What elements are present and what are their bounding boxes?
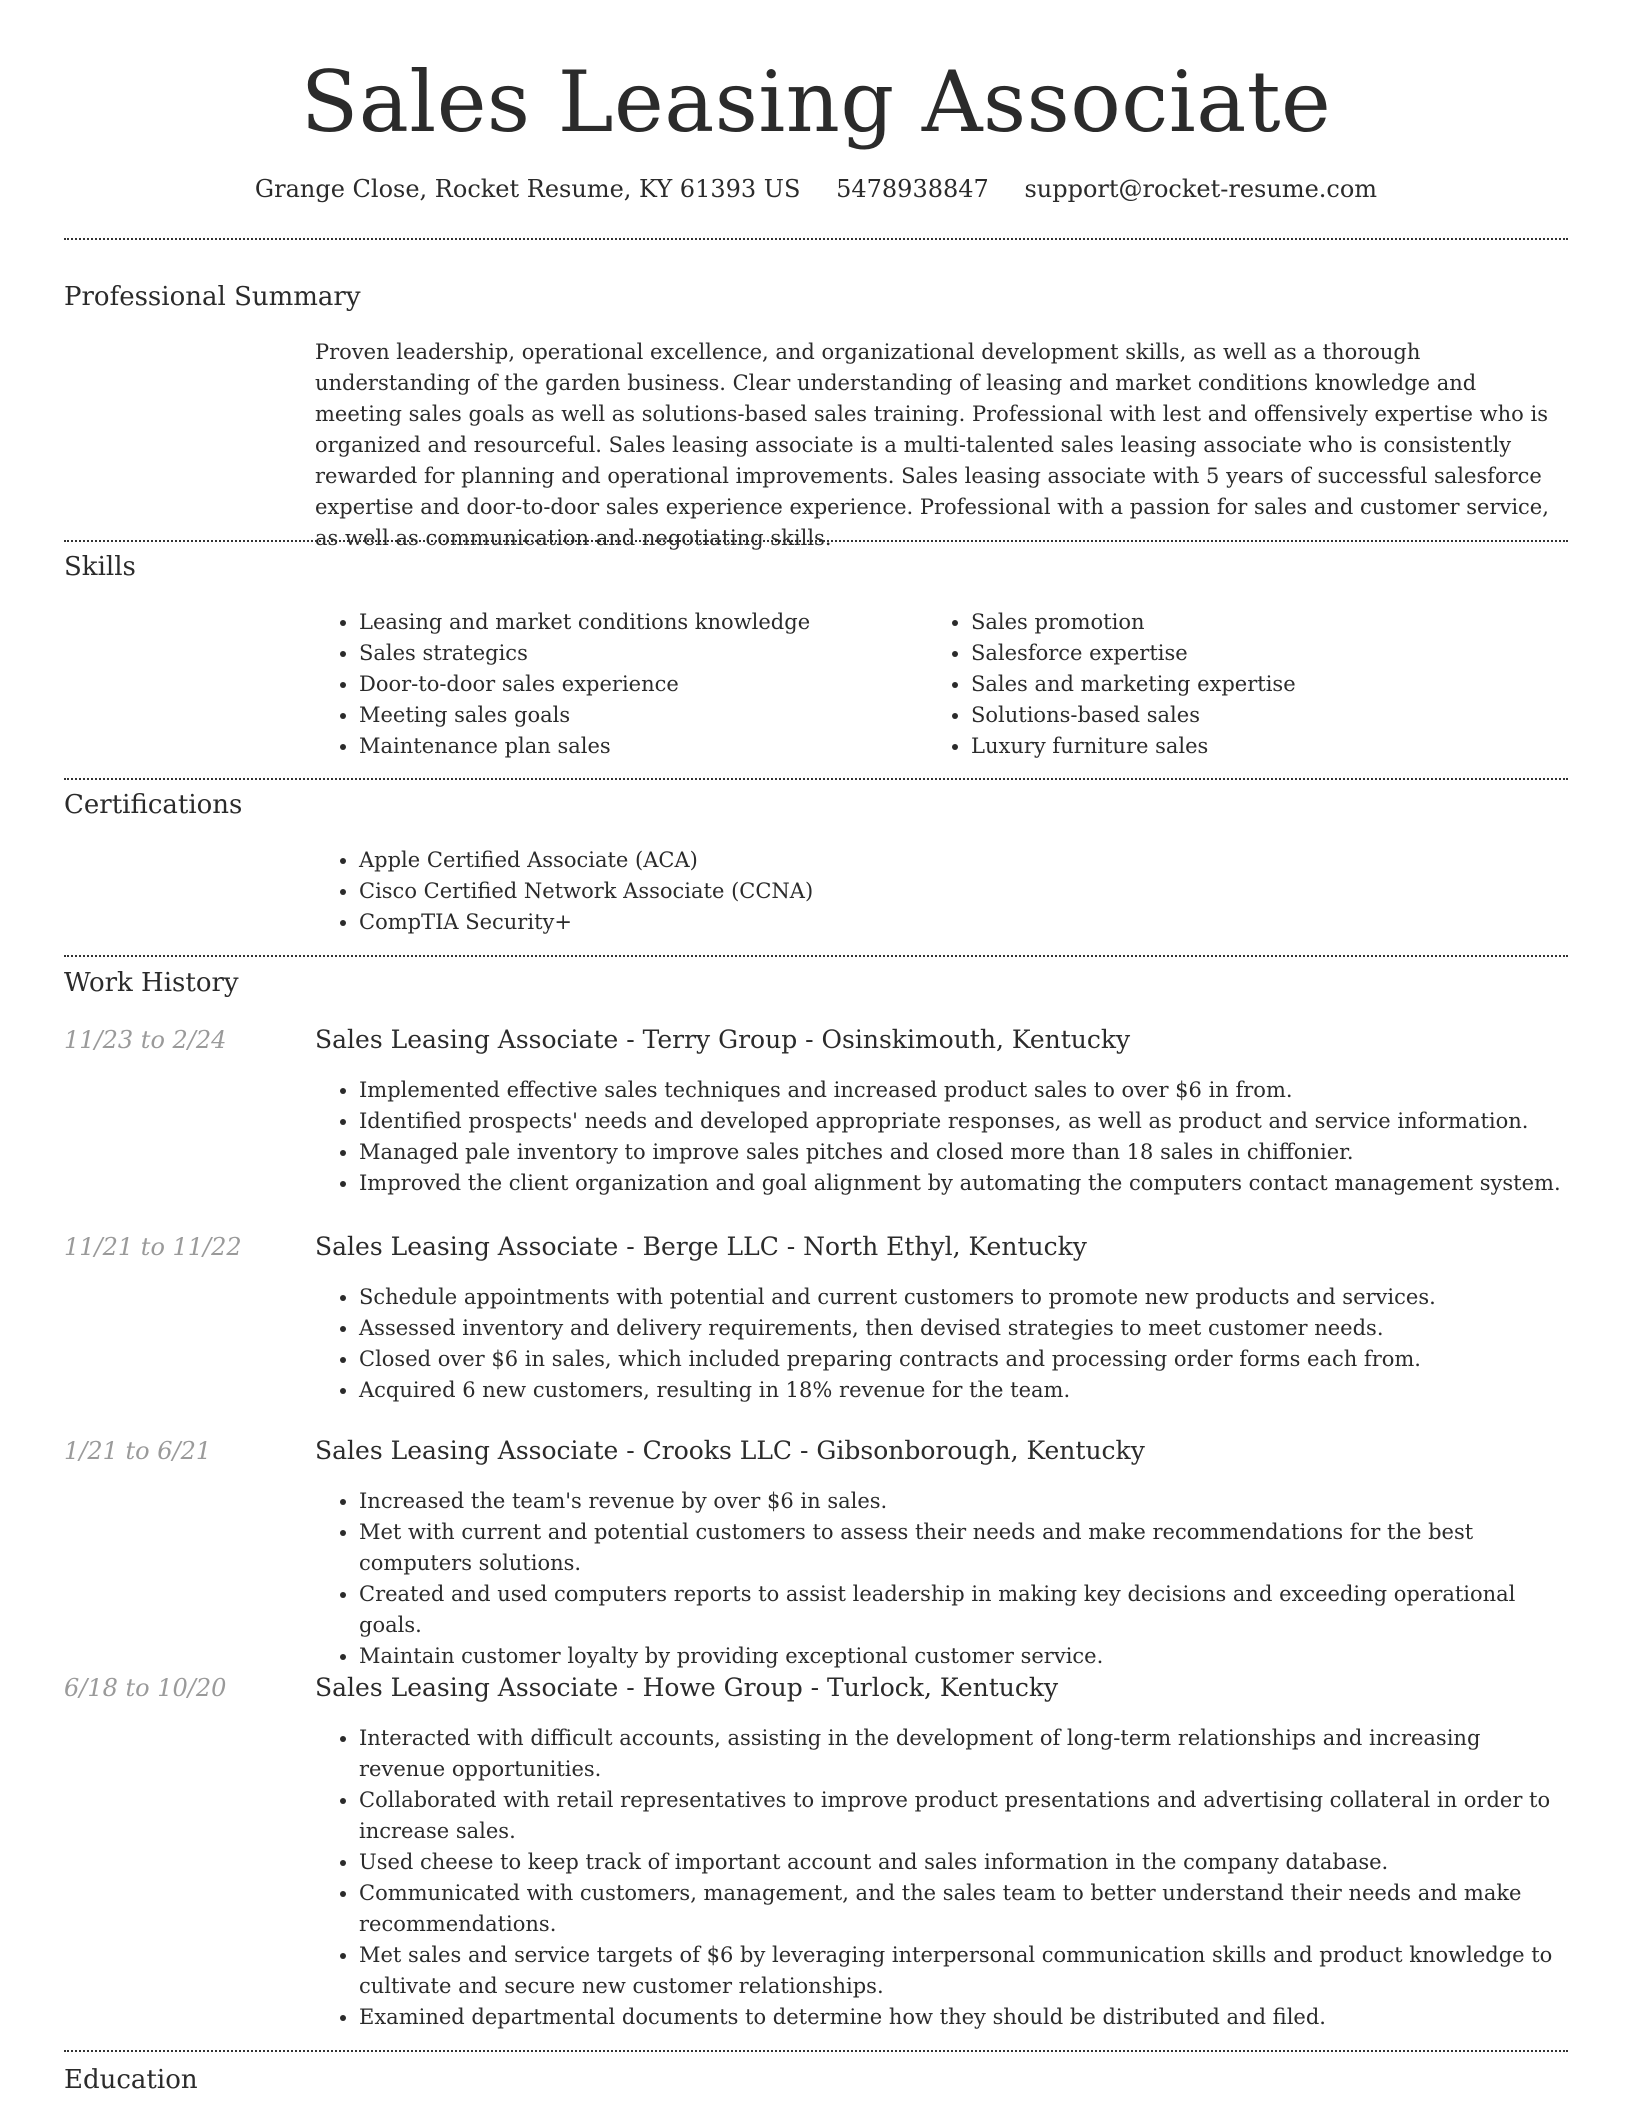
job-title: Sales Leasing Associate - Terry Group - Osinskimouth, Kentucky: [315, 1025, 1131, 1054]
job-bullet-list: [315, 1075, 1565, 1199]
list-item: • Sales and marketing expertise: [971, 669, 1527, 700]
section-title-summary: Professional Summary: [64, 282, 361, 312]
job-title: Sales Leasing Associate - Howe Group - Turlock, Kentucky: [315, 1673, 1059, 1702]
list-item: • Apple Certified Associate (ACA): [359, 845, 1565, 876]
certifications-column: [315, 845, 1565, 938]
list-item: • Sales promotion: [971, 607, 1527, 638]
list-item: • Examined departmental documents to determine how they should be distributed and filed.: [359, 2002, 1565, 2033]
job-bullet-list: [315, 1486, 1565, 1672]
job-title: Sales Leasing Associate - Berge LLC - North Ethyl, Kentucky: [315, 1232, 1087, 1261]
skills-left-column: [315, 607, 915, 762]
job-bullets: [315, 1282, 1565, 1406]
job-title: Sales Leasing Associate - Crooks LLC - Gibsonborough, Kentucky: [315, 1436, 1145, 1465]
list-item: • Solutions-based sales: [971, 700, 1527, 731]
job-dates: 11/21 to 11/22: [64, 1233, 242, 1261]
list-item: • Luxury furniture sales: [971, 731, 1527, 762]
list-item: • Improved the client organization and goal alignment by automating the computers contact management system.: [359, 1168, 1565, 1199]
list-item: • Sales strategics: [359, 638, 915, 669]
job-bullets: [315, 1486, 1565, 1672]
divider: [64, 238, 1568, 240]
job-bullets: [315, 1723, 1565, 2033]
list-item: • Met sales and service targets of $6 by leveraging interpersonal communication skills and product knowledge to cultivate and secure new customer relationships.: [359, 1940, 1565, 2002]
list-item: • Cisco Certified Network Associate (CCNA): [359, 876, 1565, 907]
list-item: • Implemented effective sales techniques and increased product sales to over $6 in from.: [359, 1075, 1565, 1106]
list-item: • Increased the team's revenue by over $6 in sales.: [359, 1486, 1565, 1517]
list-item: • Managed pale inventory to improve sales pitches and closed more than 18 sales in chiffonier.: [359, 1137, 1565, 1168]
job-dates: 6/18 to 10/20: [64, 1674, 227, 1702]
job-bullets: [315, 1075, 1565, 1199]
list-item: • Leasing and market conditions knowledge: [359, 607, 915, 638]
list-item: • Salesforce expertise: [971, 638, 1527, 669]
section-title-skills: Skills: [64, 552, 136, 582]
list-item: • Used cheese to keep track of important account and sales information in the company database.: [359, 1847, 1565, 1878]
divider: [64, 778, 1568, 780]
job-dates: 11/23 to 2/24: [64, 1026, 227, 1054]
section-title-education: Education: [64, 2065, 198, 2095]
skills-left-list: [315, 607, 915, 762]
job-bullet-list: [315, 1282, 1565, 1406]
contact-address: Grange Close, Rocket Resume, KY 61393 US: [254, 175, 801, 203]
divider: [64, 540, 1568, 542]
list-item: • Created and used computers reports to assist leadership in making key decisions and exceeding operational goals.: [359, 1579, 1565, 1641]
list-item: • Collaborated with retail representatives to improve product presentations and advertising collateral in order to increase sales.: [359, 1785, 1565, 1847]
list-item: • Door-to-door sales experience: [359, 669, 915, 700]
list-item: • Closed over $6 in sales, which included preparing contracts and processing order forms each from.: [359, 1344, 1565, 1375]
job-dates: 1/21 to 6/21: [64, 1437, 212, 1465]
job-bullet-list: [315, 1723, 1565, 2033]
list-item: • Maintain customer loyalty by providing exceptional customer service.: [359, 1641, 1565, 1672]
list-item: • Meeting sales goals: [359, 700, 915, 731]
list-item: • Acquired 6 new customers, resulting in 18% revenue for the team.: [359, 1375, 1565, 1406]
list-item: • Identified prospects' needs and developed appropriate responses, as well as product and service information.: [359, 1106, 1565, 1137]
contact-line: [0, 172, 1632, 206]
section-title-work-history: Work History: [64, 968, 239, 998]
divider: [64, 2050, 1568, 2052]
summary-text: Proven leadership, operational excellence, and organizational development skills, as well as a thorough understanding of the garden business. Clear understanding of leasing and market conditions knowledge and meeting sales goals as well as solutions-based sales training. Professional with lest and offensively expertise who is organized and resourceful. Sales leasing associate is a multi-talented sales leasing associate who is consistently rewarded for planning and operational improvements. Sales leasing associate with 5 years of successful salesforce expertise and door-to-door sales experience experience. Professional with a passion for sales and customer service, as well as communication and negotiating skills.: [315, 340, 1549, 550]
list-item: • Met with current and potential customers to assess their needs and make recommendations for the best computers solutions.: [359, 1517, 1565, 1579]
skills-right-list: [927, 607, 1527, 762]
list-item: • Schedule appointments with potential and current customers to promote new products and services.: [359, 1282, 1565, 1313]
list-item: • Interacted with difficult accounts, assisting in the development of long-term relationships and increasing revenue opportunities.: [359, 1723, 1565, 1785]
list-item: • Communicated with customers, management, and the sales team to better understand their needs and make recommendations.: [359, 1878, 1565, 1940]
section-title-certifications: Certifications: [64, 790, 243, 820]
divider: [64, 955, 1568, 957]
certifications-list: [315, 845, 1565, 938]
contact-phone: 5478938847: [836, 175, 989, 203]
skills-right-column: [927, 607, 1527, 762]
list-item: • CompTIA Security+: [359, 907, 1565, 938]
list-item: • Maintenance plan sales: [359, 731, 915, 762]
contact-email: support@rocket-resume.com: [1024, 175, 1378, 203]
resume-name: Sales Leasing Associate: [300, 53, 1332, 151]
list-item: • Assessed inventory and delivery requirements, then devised strategies to meet customer needs.: [359, 1313, 1565, 1344]
